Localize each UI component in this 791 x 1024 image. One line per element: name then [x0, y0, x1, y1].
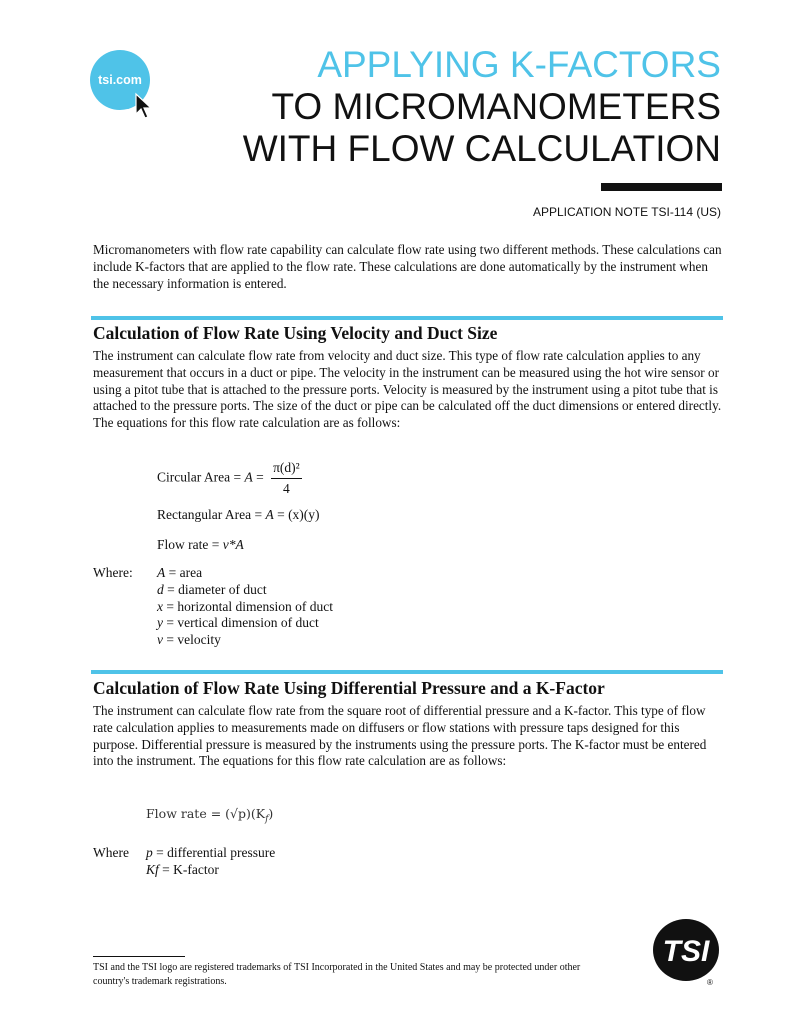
eq-rect-label: Rectangular Area = [157, 507, 266, 522]
section-divider [91, 316, 723, 320]
eq-rect-rhs: = (x)(y) [273, 507, 320, 522]
section2-body: The instrument can calculate flow rate from the square root of differential pressure and a K-factor. This type of flow rate calculation applies to measurements made on diffusers or flow stations with pressure taps designed for this purpose. Differential pressure is measured by the instruments using the pressure ports. The K-factor must be entered into the instrument. The equations for this flow rate calculation are as follows: [93, 703, 707, 769]
def-text: = diameter of duct [163, 581, 267, 597]
eq-circular-eq: = [252, 469, 268, 485]
definition-item [157, 582, 333, 599]
title-line-3: WITH FLOW CALCULATION [242, 128, 721, 169]
eq-rect-var: A [265, 507, 274, 522]
fraction-denominator: 4 [283, 481, 290, 496]
flow-rate-equation [157, 537, 244, 553]
def-text: = K-factor [158, 861, 219, 877]
kfactor-flow-equation [146, 806, 273, 825]
rectangular-area-equation [157, 507, 320, 523]
where-label-2: Where [93, 845, 129, 860]
where-label: Where: [93, 565, 133, 580]
def-var: d [157, 581, 164, 597]
title-divider [601, 183, 722, 191]
fraction [271, 460, 302, 497]
definition-item [157, 615, 333, 632]
eq2-sub: f [265, 814, 269, 825]
def-var: A [157, 565, 166, 580]
definition-item [157, 599, 333, 616]
registered-mark: ® [707, 978, 713, 987]
eq-flow-rhs: v*A [222, 537, 244, 552]
fraction-numerator: π(d)² [271, 460, 302, 479]
footnote-rule [93, 956, 185, 957]
eq-circular-var: A [244, 469, 253, 485]
circular-area-equation [157, 460, 302, 497]
def-var: Kf [146, 861, 159, 877]
definition-item [146, 862, 275, 879]
eq2-rhs: (√p)(K [225, 806, 266, 821]
definition-item [157, 565, 333, 582]
definition-item [157, 632, 333, 649]
section-divider [91, 670, 723, 674]
def-text: = vertical dimension of duct [163, 615, 319, 631]
eq2-close: ) [268, 806, 274, 821]
tsi-logo [652, 917, 720, 987]
definition-item [146, 845, 275, 862]
definition-list [157, 565, 333, 649]
tsi-logo-text: TSI [662, 935, 710, 968]
def-text: = differential pressure [152, 845, 276, 860]
def-text: = area [165, 565, 203, 580]
section1-body: The instrument can calculate flow rate from velocity and duct size. This type of flow rate calculation applies to any measurement that occurs in a duct or pipe. The velocity in the instrument can be measured using the hot wire sensor or using a pitot tube that is attached to the pressure ports. Velocity is measured by the instrument using a pitot tube that is attached to the pressure ports. The size of the duct or pipe can be calculated off the duct dimensions or entered directly. The equations for this flow rate calculation are as follows: [93, 348, 722, 431]
section1-title: Calculation of Flow Rate Using Velocity and Duct Size [93, 323, 498, 343]
def-var: v [157, 632, 163, 648]
def-text: = velocity [163, 632, 221, 648]
def-text: = horizontal dimension of duct [163, 598, 333, 614]
def-var: p [146, 845, 153, 860]
def-var: y [157, 615, 163, 631]
eq-flow-label: Flow rate = [157, 537, 223, 552]
logo-text: tsi.com [98, 73, 142, 87]
cursor-icon [134, 92, 156, 120]
def-var: x [157, 598, 163, 614]
intro-paragraph: Micromanometers with flow rate capability can calculate flow rate using two different methods. These calculations can include K-factors that are applied to the flow rate. These calculations are done automatically by the instrument when the necessary information is entered. [93, 242, 722, 291]
application-note-id: APPLICATION NOTE TSI-114 (US) [532, 205, 721, 219]
eq2-label: Flow rate = [146, 806, 226, 821]
title-line-1: APPLYING K-FACTORS [317, 44, 721, 85]
trademark-footnote: TSI and the TSI logo are registered trademarks of TSI Incorporated in the United States and may be protected under other country's trademark registrations. [93, 962, 581, 987]
eq-circular-label: Circular Area = [157, 469, 245, 485]
title-line-2: TO MICROMANOMETERS [271, 86, 721, 127]
section2-title: Calculation of Flow Rate Using Differential Pressure and a K-Factor [93, 678, 605, 698]
definition-list-2 [146, 845, 275, 879]
